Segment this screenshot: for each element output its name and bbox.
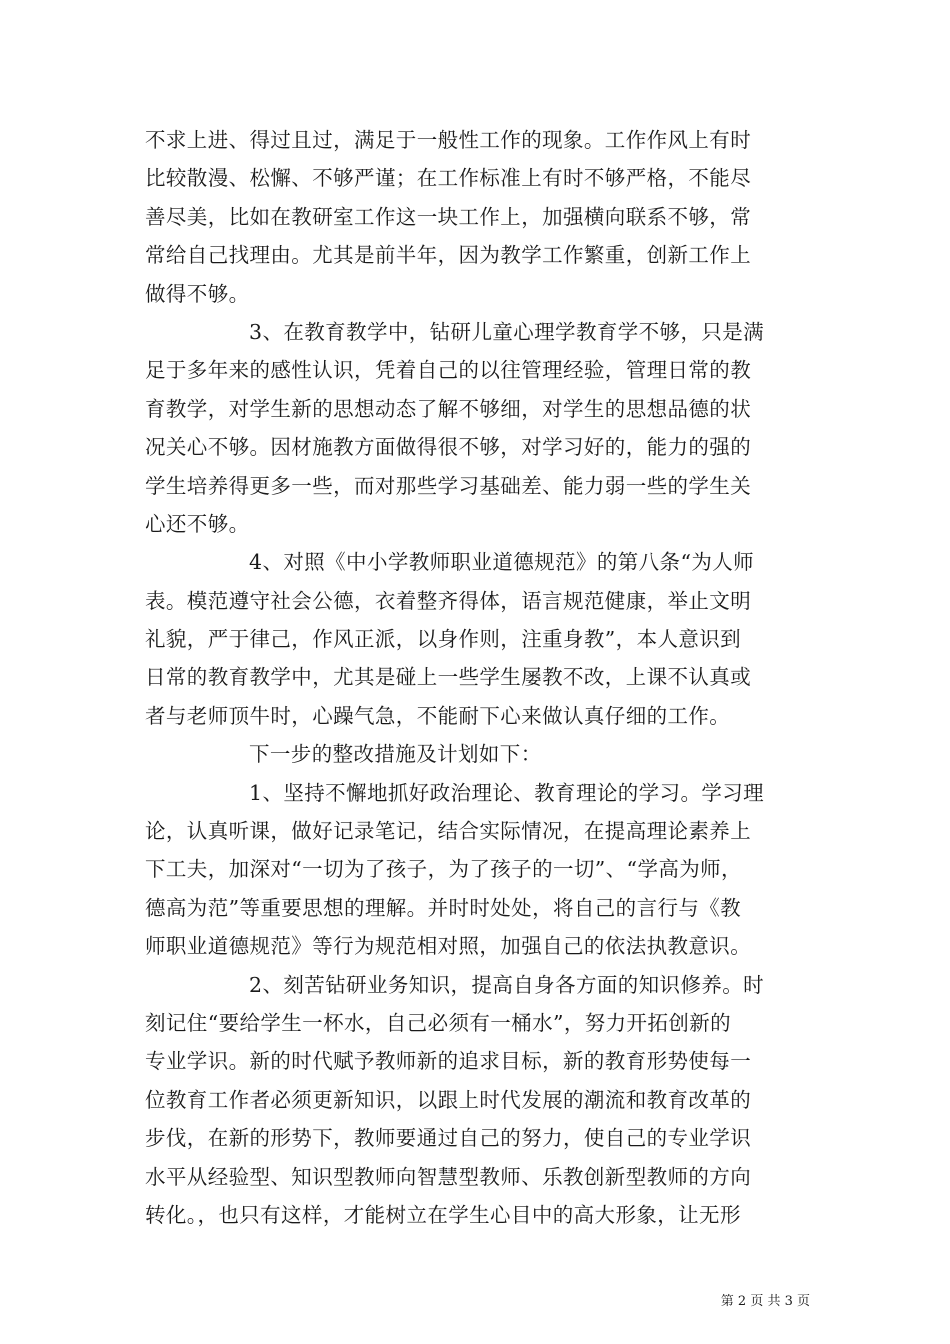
text-line: 善尽美，比如在教研室工作这一块工作上，加强横向联系不够，常 <box>145 204 752 229</box>
text-line: 不求上进、得过且过，满足于一般性工作的现象。工作作风上有时 <box>145 128 752 152</box>
text-line: 表。模范遵守社会公德，衣着整齐得体，语言规范健康，举止文明 <box>145 588 752 613</box>
text-line: 做得不够。 <box>145 281 250 306</box>
text-line: 3、在教育教学中，钻研儿童心理学教育学不够，只是满 <box>249 319 765 344</box>
text-line: 足于多年来的感性认识，凭着自己的以往管理经验，管理日常的教 <box>145 358 752 383</box>
text-line: 况关心不够。因材施教方面做得很不够，对学习好的，能力的强的 <box>145 435 752 460</box>
text-line: 1、坚持不懈地抓好政治理论、教育理论的学习。学习理 <box>249 780 765 805</box>
text-line: 礼貌，严于律己，作风正派，以身作则，注重身教”，本人意识到 <box>145 627 742 652</box>
text-line: 转化。，也只有这样，才能树立在学生心目中的高大形象，让无形 <box>145 1202 741 1227</box>
text-line: 刻记住“要给学生一杯水，自己必须有一桶水”，努力开拓创新的 <box>145 1010 732 1035</box>
text-line: 水平从经验型、知识型教师向智慧型教师、乐教创新型教师的方向 <box>145 1164 752 1189</box>
text-line: 者与老师顶牛时，心躁气急，不能耐下心来做认真仔细的工作。 <box>145 703 731 728</box>
text-line: 2、刻苦钻研业务知识，提高自身各方面的知识修养。时 <box>249 972 765 997</box>
text-line: 育教学，对学生新的思想动态了解不够细，对学生的思想品德的状 <box>145 396 752 421</box>
text-line: 专业学识。新的时代赋予教师新的追求目标，新的教育形势使每一 <box>145 1049 752 1074</box>
text-line: 师职业道德规范》等行为规范相对照，加强自己的依法执教意识。 <box>145 934 752 959</box>
text-line: 心还不够。 <box>145 511 250 536</box>
text-line: 位教育工作者必须更新知识，以跟上时代发展的潮流和教育改革的 <box>145 1087 752 1112</box>
text-line: 德高为范”等重要思想的理解。并时时处处，将自己的言行与《教 <box>145 895 742 920</box>
text-line: 4、对照《中小学教师职业道德规范》的第八条“为人师 <box>249 550 755 575</box>
text-line: 步伐，在新的形势下，教师要通过自己的努力，使自己的专业学识 <box>145 1126 752 1151</box>
text-line: 论，认真听课，做好记录笔记，结合实际情况，在提高理论素养上 <box>145 819 752 844</box>
text-line: 日常的教育教学中，尤其是碰上一些学生屡教不改，上课不认真或 <box>145 665 752 690</box>
document-body <box>145 121 810 1234</box>
page-number-footer: 第 2 页 共 3 页 <box>720 1294 810 1309</box>
text-line: 下一步的整改措施及计划如下： <box>249 742 542 767</box>
text-line: 比较散漫、松懈、不够严谨；在工作标准上有时不够严格，不能尽 <box>145 166 752 191</box>
text-line: 常给自己找理由。尤其是前半年，因为教学工作繁重，创新工作上 <box>145 243 752 268</box>
text-line: 下工夫，加深对“一切为了孩子，为了孩子的一切”、“学高为师， <box>145 857 742 882</box>
text-line: 学生培养得更多一些，而对那些学习基础差、能力弱一些的学生关 <box>145 473 752 498</box>
